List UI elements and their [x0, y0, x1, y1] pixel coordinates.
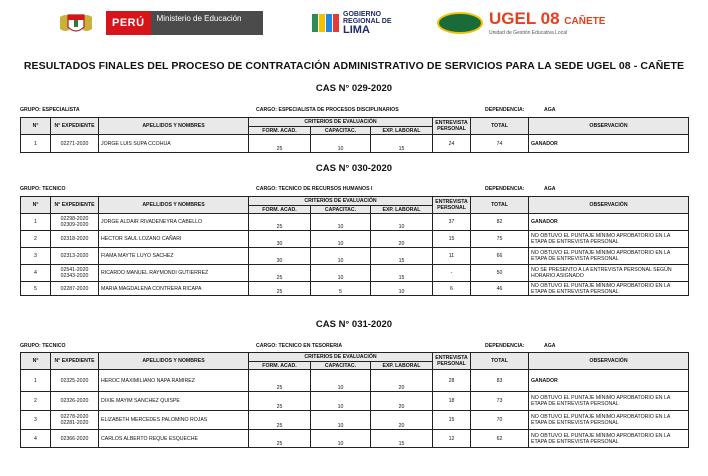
- cell-num: 3: [21, 248, 51, 265]
- peru-label: PERÚ: [106, 11, 151, 35]
- col-header-capacitac: CAPACITAC.: [311, 206, 371, 214]
- cell-expediente: 02278-2020 02281-2020: [51, 411, 99, 430]
- cell-num: 2: [21, 231, 51, 248]
- group-label: GRUPO: TECNICO: [20, 343, 66, 349]
- table-row: [21, 392, 689, 411]
- cell-expediente: 02366-2020: [51, 430, 99, 448]
- national-shield-icon: [56, 11, 96, 35]
- cell-form-acad: 25: [249, 265, 311, 282]
- cell-nombres: JORGE ALDAIR RIVADENEYRA CABELLO: [99, 214, 249, 231]
- cell-exp-laboral: 20: [371, 392, 433, 411]
- cell-capacitac: 10: [311, 392, 371, 411]
- group-label: GRUPO: ESPECIALISTA: [20, 107, 80, 113]
- cell-num: 3: [21, 411, 51, 430]
- cell-entrevista: 37: [433, 214, 471, 231]
- group-info-row: [20, 186, 688, 194]
- cell-expediente: 02326-2020: [51, 392, 99, 411]
- cell-expediente: 02541-2020 02343-2020: [51, 265, 99, 282]
- cell-nombres: ELIZABETH MERCEDES PALOMINO ROJAS: [99, 411, 249, 430]
- col-header-exp-laboral: EXP. LABORAL: [371, 362, 433, 370]
- cell-capacitac: 10: [311, 248, 371, 265]
- col-header-capacitac: CAPACITAC.: [311, 362, 371, 370]
- cell-expediente: 02318-2020: [51, 231, 99, 248]
- cell-nombres: FIAMA MAYTE LUYO SACHEZ: [99, 248, 249, 265]
- cell-num: 4: [21, 430, 51, 448]
- cell-observacion: GANADOR: [529, 370, 689, 392]
- cell-observacion: GANADOR: [529, 214, 689, 231]
- cell-total: 83: [471, 370, 529, 392]
- cell-expediente: 02287-2020: [51, 282, 99, 296]
- ugel-subtitle: Unidad de Gestión Educativa Local: [489, 30, 568, 36]
- header-logos: [0, 8, 708, 38]
- ministry-label: Ministerio de Educación: [151, 11, 263, 35]
- col-header-entrevista: ENTREVISTA PERSONAL: [433, 197, 471, 214]
- cell-nombres: MARIA MAGDALENA CONTRERA RICAPA: [99, 282, 249, 296]
- cell-capacitac: 10: [311, 430, 371, 448]
- cell-observacion: NO SE PRESENTO A LA ENTREVISTA PERSONAL SEGÚN HORARIO ASIGNADO: [529, 265, 689, 282]
- cell-total: 70: [471, 411, 529, 430]
- gob-line-3: LIMA: [343, 23, 370, 36]
- group-info-row: [20, 107, 688, 115]
- cell-total: 75: [471, 231, 529, 248]
- col-header-criterios: CRITERIOS DE EVALUACIÓN: [249, 197, 433, 206]
- col-header-observacion: OBSERVACIÓN: [529, 353, 689, 370]
- dependencia-value: AGA: [544, 186, 556, 192]
- results-table: [20, 117, 689, 153]
- ugel-city: CAÑETE: [564, 16, 606, 27]
- cell-capacitac: 10: [311, 411, 371, 430]
- cell-exp-laboral: 10: [371, 282, 433, 296]
- cell-entrevista: 18: [433, 392, 471, 411]
- cargo-label: CARGO: TECNICO EN TESORERIA: [256, 343, 343, 349]
- dependencia-value: AGA: [544, 107, 556, 113]
- col-header-expediente: N° EXPEDIENTE: [51, 118, 99, 135]
- cell-nombres: CARLOS ALBERTO REQUE ESQUECHE: [99, 430, 249, 448]
- cell-observacion: NO OBTUVO EL PUNTAJE MÍNIMO APROBATORIO EN LA ETAPA DE ENTREVISTA PERSONAL: [529, 411, 689, 430]
- dependencia-label: DEPENDENCIA:: [485, 343, 525, 349]
- cell-exp-laboral: 10: [371, 214, 433, 231]
- col-header-expediente: N° EXPEDIENTE: [51, 197, 99, 214]
- col-header-expediente: N° EXPEDIENTE: [51, 353, 99, 370]
- col-header-form-acad: FORM. ACAD.: [249, 127, 311, 135]
- cell-total: 46: [471, 282, 529, 296]
- cell-entrevista: 15: [433, 411, 471, 430]
- cell-form-acad: 25: [249, 392, 311, 411]
- cell-num: 1: [21, 370, 51, 392]
- ugel-logo: [437, 10, 605, 36]
- cargo-label: CARGO: TECNICO DE RECURSOS HUMANOS I: [256, 186, 373, 192]
- cell-exp-laboral: 20: [371, 411, 433, 430]
- cell-observacion: NO OBTUVO EL PUNTAJE MÍNIMO APROBATORIO EN LA ETAPA DE ENTREVISTA PERSONAL: [529, 430, 689, 448]
- cell-exp-laboral: 15: [371, 265, 433, 282]
- cas-title: CAS N° 030-2020: [315, 163, 393, 174]
- col-header-observacion: OBSERVACIÓN: [529, 197, 689, 214]
- cell-observacion: NO OBTUVO EL PUNTAJE MÍNIMO APROBATORIO EN LA ETAPA DE ENTREVISTA PERSONAL: [529, 282, 689, 296]
- gob-line-2: REGIONAL DE: [343, 17, 392, 25]
- cell-nombres: RICARDO MANUEL RAYMONDI GUTIERREZ: [99, 265, 249, 282]
- cell-total: 74: [471, 135, 529, 153]
- cell-nombres: JORGE LUIS SUPA CCOHUA: [99, 135, 249, 153]
- col-header-criterios: CRITERIOS DE EVALUACIÓN: [249, 118, 433, 127]
- table-row: [21, 214, 689, 231]
- cell-nombres: HECTOR SAUL LOZANO CAÑARI: [99, 231, 249, 248]
- results-table: [20, 352, 689, 448]
- cell-exp-laboral: 15: [371, 248, 433, 265]
- table-row: [21, 135, 689, 153]
- cell-form-acad: 25: [249, 370, 311, 392]
- cell-capacitac: 5: [311, 282, 371, 296]
- cell-form-acad: 25: [249, 430, 311, 448]
- regional-logo-icon: [312, 14, 339, 32]
- gob-line-1: GOBIERNO: [343, 10, 382, 18]
- ministry-logo: [106, 11, 263, 35]
- dependencia-value: AGA: [544, 343, 556, 349]
- table-row: [21, 248, 689, 265]
- col-header-num: N°: [21, 197, 51, 214]
- cell-capacitac: 10: [311, 265, 371, 282]
- table-row: [21, 231, 689, 248]
- cell-form-acad: 25: [249, 411, 311, 430]
- table-row: [21, 370, 689, 392]
- col-header-entrevista: ENTREVISTA PERSONAL: [433, 118, 471, 135]
- col-header-entrevista: ENTREVISTA PERSONAL: [433, 353, 471, 370]
- ugel-name: UGEL 08: [489, 9, 560, 28]
- cell-entrevista: 12: [433, 430, 471, 448]
- col-header-exp-laboral: EXP. LABORAL: [371, 127, 433, 135]
- page-title: RESULTADOS FINALES DEL PROCESO DE CONTRATACIÓN ADMINISTRATIVO DE SERVICIOS PARA LA SEDE UGEL 08 - CAÑETE: [23, 60, 685, 72]
- cargo-label: CARGO: ESPECIALISTA DE PROCESOS DISCIPLINARIOS: [256, 107, 399, 113]
- cell-total: 73: [471, 392, 529, 411]
- dependencia-label: DEPENDENCIA:: [485, 107, 525, 113]
- col-header-form-acad: FORM. ACAD.: [249, 206, 311, 214]
- table-header-row: [21, 197, 689, 206]
- col-header-criterios: CRITERIOS DE EVALUACIÓN: [249, 353, 433, 362]
- cell-form-acad: 25: [249, 135, 311, 153]
- cell-num: 4: [21, 265, 51, 282]
- col-header-total: TOTAL: [471, 197, 529, 214]
- dependencia-label: DEPENDENCIA:: [485, 186, 525, 192]
- cell-expediente: 02271-2020: [51, 135, 99, 153]
- cell-form-acad: 25: [249, 214, 311, 231]
- cell-entrevista: -: [433, 265, 471, 282]
- cell-expediente: 02313-2020: [51, 248, 99, 265]
- table-header-row: [21, 118, 689, 127]
- cell-observacion: NO OBTUVO EL PUNTAJE MÍNIMO APROBATORIO EN LA ETAPA DE ENTREVISTA PERSONAL: [529, 248, 689, 265]
- cell-exp-laboral: 20: [371, 231, 433, 248]
- cell-observacion: NO OBTUVO EL PUNTAJE MÍNIMO APROBATORIO EN LA ETAPA DE ENTREVISTA PERSONAL: [529, 392, 689, 411]
- cell-exp-laboral: 20: [371, 370, 433, 392]
- cell-num: 1: [21, 135, 51, 153]
- cas-title: CAS N° 031-2020: [315, 319, 393, 330]
- col-header-nombres: APELLIDOS Y NOMBRES: [99, 118, 249, 135]
- col-header-exp-laboral: EXP. LABORAL: [371, 206, 433, 214]
- cell-observacion: NO OBTUVO EL PUNTAJE MÍNIMO APROBATORIO EN LA ETAPA DE ENTREVISTA PERSONAL: [529, 231, 689, 248]
- cell-form-acad: 30: [249, 248, 311, 265]
- col-header-total: TOTAL: [471, 353, 529, 370]
- cell-nombres: DIXIE MAYIM SANCHEZ QUISPE: [99, 392, 249, 411]
- cell-num: 2: [21, 392, 51, 411]
- cell-capacitac: 10: [311, 214, 371, 231]
- cell-total: 50: [471, 265, 529, 282]
- table-row: [21, 265, 689, 282]
- cell-entrevista: 15: [433, 231, 471, 248]
- cell-entrevista: 6: [433, 282, 471, 296]
- col-header-observacion: OBSERVACIÓN: [529, 118, 689, 135]
- table-row: [21, 430, 689, 448]
- table-header-row: [21, 353, 689, 362]
- cell-observacion: GANADOR: [529, 135, 689, 153]
- col-header-capacitac: CAPACITAC.: [311, 127, 371, 135]
- col-header-num: N°: [21, 118, 51, 135]
- cell-entrevista: 24: [433, 135, 471, 153]
- cell-capacitac: 10: [311, 370, 371, 392]
- cell-total: 66: [471, 248, 529, 265]
- col-header-nombres: APELLIDOS Y NOMBRES: [99, 353, 249, 370]
- cell-expediente: 02298-2020 02309-2020: [51, 214, 99, 231]
- ugel-emblem-icon: [437, 12, 483, 34]
- cell-num: 1: [21, 214, 51, 231]
- cell-capacitac: 10: [311, 135, 371, 153]
- cell-form-acad: 25: [249, 282, 311, 296]
- col-header-total: TOTAL: [471, 118, 529, 135]
- cell-num: 5: [21, 282, 51, 296]
- cell-expediente: 02325-2020: [51, 370, 99, 392]
- cell-form-acad: 30: [249, 231, 311, 248]
- group-label: GRUPO: TECNICO: [20, 186, 66, 192]
- table-row: [21, 411, 689, 430]
- regional-government-logo: [312, 12, 392, 34]
- table-row: [21, 282, 689, 296]
- cell-nombres: HEROC MAXIMILIANO NAPA RAMIREZ: [99, 370, 249, 392]
- group-info-row: [20, 343, 688, 351]
- cell-capacitac: 10: [311, 231, 371, 248]
- cell-entrevista: 28: [433, 370, 471, 392]
- col-header-nombres: APELLIDOS Y NOMBRES: [99, 197, 249, 214]
- col-header-form-acad: FORM. ACAD.: [249, 362, 311, 370]
- cas-title: CAS N° 029-2020: [315, 83, 393, 94]
- cell-entrevista: 11: [433, 248, 471, 265]
- cell-total: 82: [471, 214, 529, 231]
- cell-total: 62: [471, 430, 529, 448]
- cell-exp-laboral: 15: [371, 135, 433, 153]
- cell-exp-laboral: 15: [371, 430, 433, 448]
- results-table: [20, 196, 689, 296]
- col-header-num: N°: [21, 353, 51, 370]
